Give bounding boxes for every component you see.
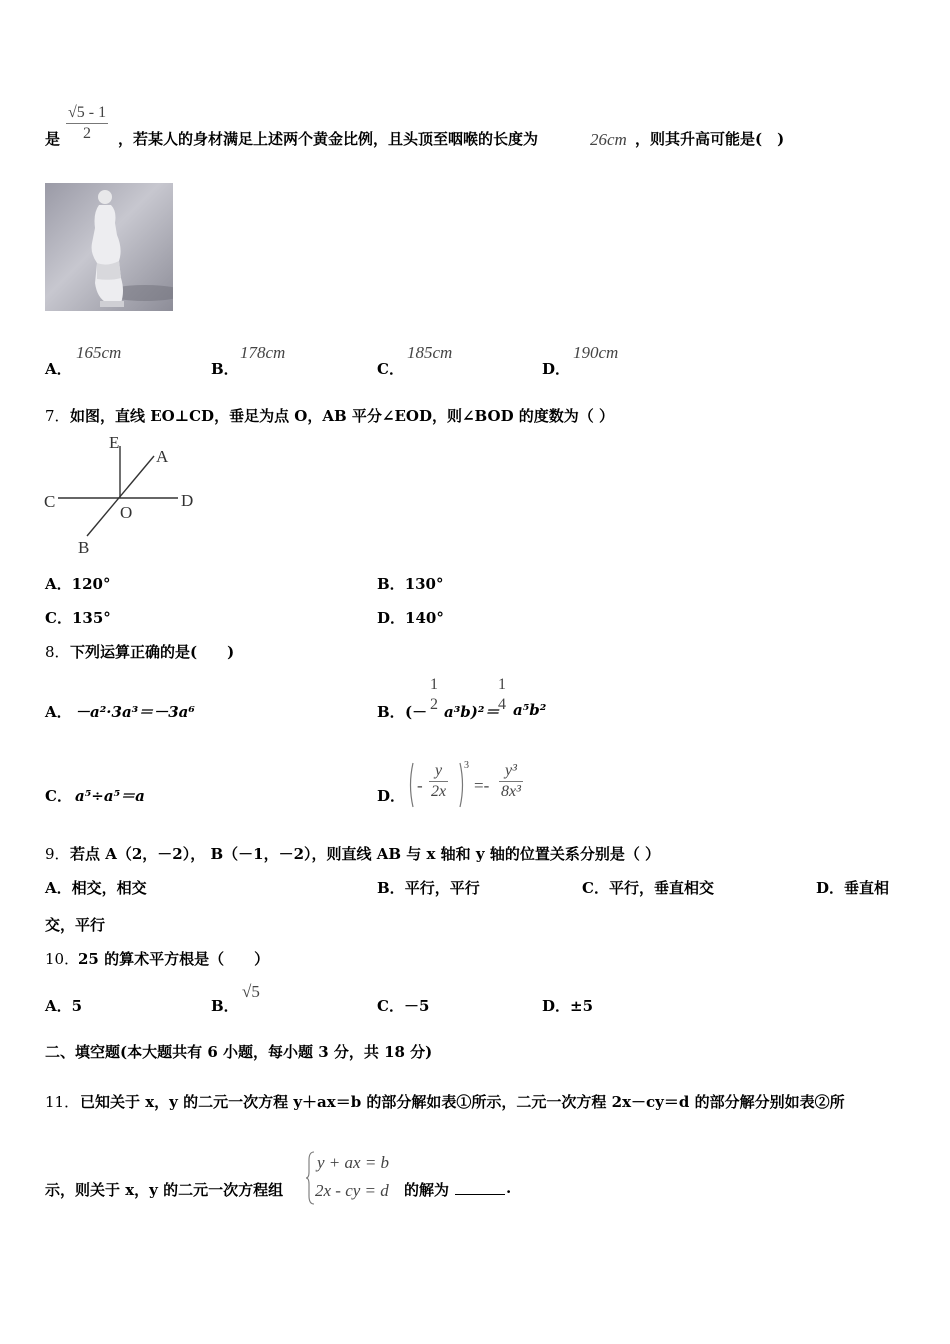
q8-option-d-expr (407, 760, 542, 810)
q9-number: 9． (45, 845, 70, 863)
q10-option-b-letter: B． (211, 997, 239, 1015)
q10-option-b-value: √5 (242, 982, 260, 1001)
q11-line2-prefix: 示，则关于 x，y 的二元一次方程组 (45, 1181, 284, 1199)
q9-option-d-continuation: 交，平行 (45, 916, 106, 934)
q8-option-d-letter: D． (377, 787, 406, 805)
q6-option-b-letter: B． (211, 360, 239, 378)
label-d: D (181, 491, 194, 510)
q10-number: 10． (45, 950, 80, 968)
q8-d-equals: =- (474, 776, 490, 795)
q11-equation-1: y + ax = b (317, 1153, 390, 1172)
q8-d-minus: - (417, 776, 423, 795)
q11-equation-2: 2x - cy = d (315, 1181, 389, 1200)
q10-option-a: A．5 (45, 997, 83, 1015)
q11-period: . (506, 1179, 512, 1197)
q7-number: 7． (45, 407, 70, 425)
statue-icon (45, 183, 173, 311)
q11-number: 11． (45, 1093, 80, 1111)
q9-option-a: A．相交，相交 (45, 879, 147, 897)
q6-option-a-letter: A． (45, 360, 72, 378)
q8-text: 下列运算正确的是( ) (70, 643, 235, 661)
q6-option-c-letter: C． (377, 360, 404, 378)
q8-number: 8． (45, 643, 70, 661)
q6-option-d-letter: D． (542, 360, 571, 378)
section-heading-fill-in-blank: 二、填空题(本大题共有 6 小题，每小题 3 分，共 18 分) (45, 1043, 433, 1061)
q7-option-a: A．120° (45, 575, 111, 593)
q8-option-a-letter: A． (45, 703, 72, 721)
q6-golden-ratio-fraction: $\frac{√5 - 1}{2}$ (68, 104, 107, 142)
q11-answer-blank[interactable] (455, 1180, 505, 1195)
q9-option-c: C．平行，垂直相交 (582, 879, 714, 897)
q8-option-b-open: (－ (405, 703, 428, 721)
q6-option-d-value: 190cm (573, 343, 619, 362)
q8-option-b-letter: B． (377, 703, 405, 721)
q6-option-b-value: 178cm (240, 343, 286, 362)
q6-option-a-value: 165cm (76, 343, 122, 362)
q8-option-b-mid: a³b)²＝ (444, 703, 500, 721)
q10-option-d: D．±5 (542, 997, 594, 1015)
q8-option-b-end: a⁵b² (513, 701, 547, 719)
q9-option-d: D．垂直相 (816, 879, 890, 897)
q7-text: 如图，直线 EO⊥CD，垂足为点 O，AB 平分∠EOD，则∠BOD 的度数为（ ） (70, 407, 615, 425)
q10-option-c: C．－5 (377, 997, 430, 1015)
q6-suffix: ，则其升高可能是( ) (635, 130, 785, 148)
q8-d-exponent: 3 (464, 760, 469, 771)
venus-statue-photo (45, 183, 173, 311)
q7-option-b: B．130° (377, 575, 444, 593)
label-a: A (156, 447, 169, 466)
q6-length: 26cm (590, 130, 627, 149)
q8-option-c-expr: a⁵÷a⁵＝a (75, 787, 145, 805)
q7-option-d: D．140° (377, 609, 444, 627)
q11-equation-system (305, 1150, 401, 1206)
label-b: B (78, 538, 90, 557)
q6-text: ，若某人的身材满足上述两个黄金比例，且头顶至咽喉的长度为 (118, 130, 539, 148)
q11-line1: 已知关于 x，y 的二元一次方程 y＋ax＝b 的部分解如表①所示，二元一次方程 2x－cy＝d 的部分解分别如表②所 (80, 1093, 845, 1111)
label-o: O (120, 503, 133, 522)
q6-prefix: 是 (45, 130, 61, 148)
q7-option-c: C．135° (45, 609, 111, 627)
q9-option-b: B．平行，平行 (377, 879, 480, 897)
q10-text: 25 的算术平方根是（ ） (78, 950, 270, 968)
label-e: E (109, 433, 120, 452)
label-c: C (44, 492, 56, 511)
q8-option-b-fraction-quarter: 1 4 (498, 676, 506, 713)
q8-option-b-fraction-half: 1 2 (430, 676, 438, 713)
q8-option-c-letter: C． (45, 787, 72, 805)
q11-line2-suffix: 的解为 (404, 1181, 450, 1199)
q8-d-fraction-y-over-2x: $\frac{y}{2x}$ (431, 762, 447, 800)
q8-option-a-expr: －a²·3a³＝－3a⁶ (75, 703, 195, 721)
q9-text: 若点 A（2，－2）， B（－1，－2），则直线 AB 与 x 轴和 y 轴的位置关系分别是（ ） (70, 845, 661, 863)
q8-d-fraction-y3-over-8x3: $\frac{\text{y³}}{\text{8x³}}$ (501, 762, 521, 800)
q7-angle-figure (40, 432, 205, 560)
q6-option-c-value: 185cm (407, 343, 453, 362)
